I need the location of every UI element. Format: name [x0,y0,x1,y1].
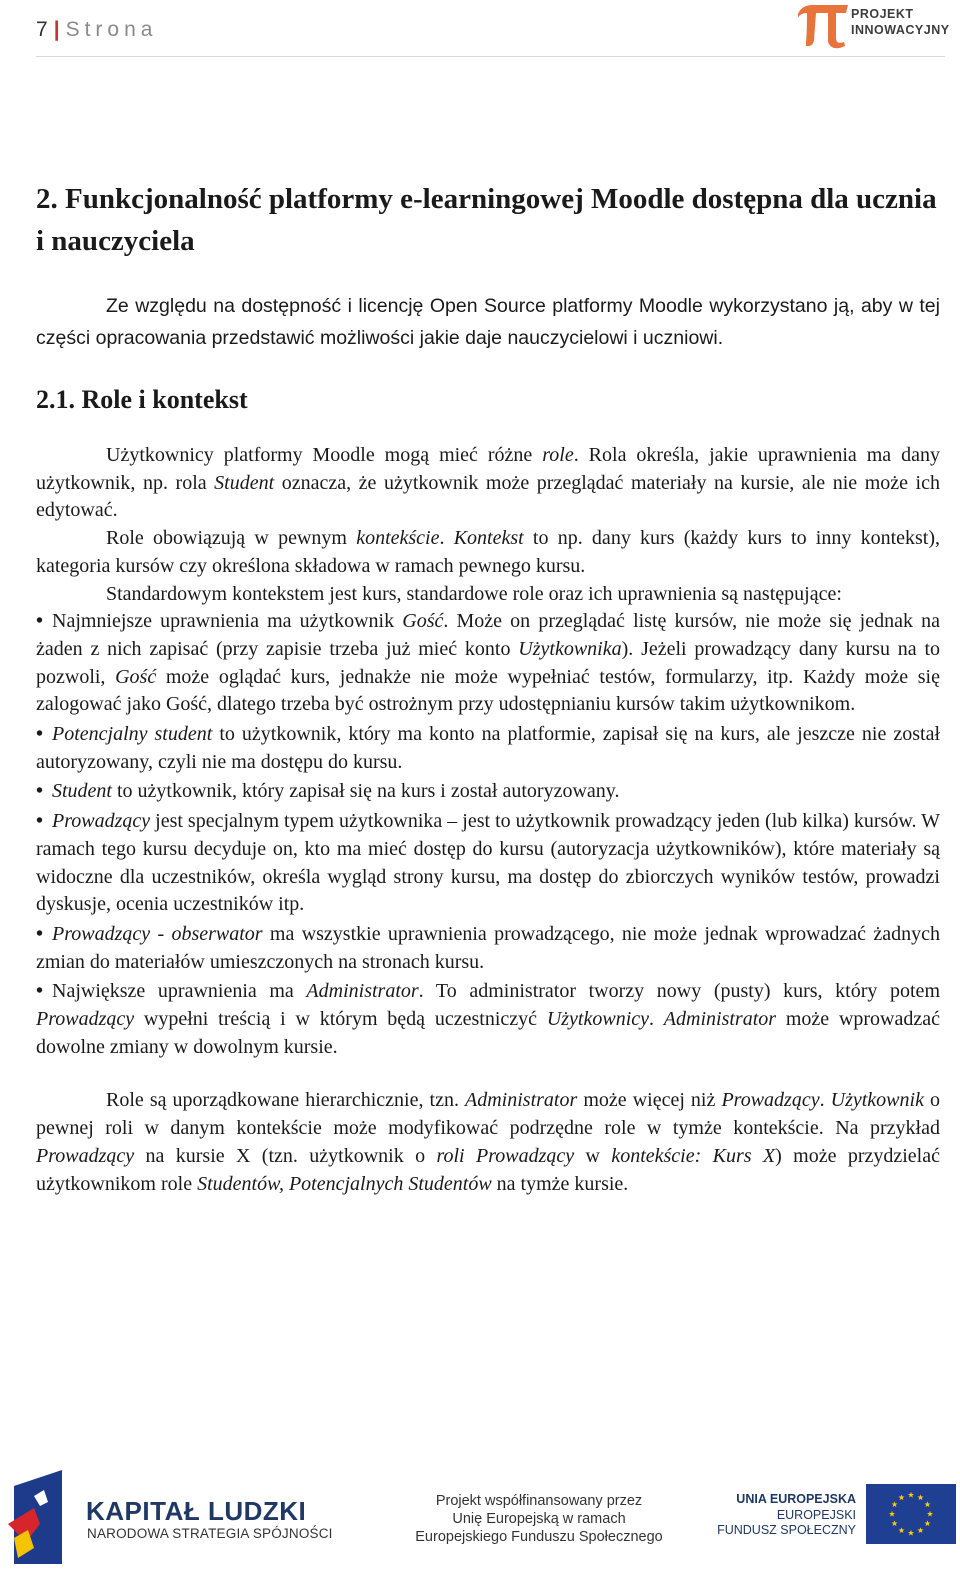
eu-label-line: UNIA EUROPEJSKA [736,1492,856,1506]
page-footer [0,1462,960,1569]
list-item-administrator: • Największe uprawnienia ma Administrator. To administrator tworzy nowy (pusty) kurs, który potem Prowadzący wypełni treścią i w którym będą uczestniczyć Użytkownicy. Administrator może wprowadzać dowolne zmiany w dowolnym kursie. [36,980,941,1058]
page-word: Strona [65,18,158,41]
bullet-icon: • [36,810,44,833]
paragraph-hierarchy: Role są uporządkowane hierarchicznie, tzn. Administrator może więcej niż Prowadzący. Użytkownik o pewnej roli w danym kontekście może modyfikować podrzędne role w tymże kontekście. Na przykład Prowadzący na kursie X (tzn. użytkownik o roli Prowadzący w kontekście: Kurs X) może przydzielać użytkownikom role Studentów, Potencjalnych Studentów na tymże kursie. [36,1089,941,1195]
list-item-student: • Student to użytkownik, który zapisał się na kurs i został autoryzowany. [36,778,940,806]
bullet-icon: • [36,922,44,945]
paragraph-gap [36,1063,940,1087]
cofunding-note [394,1492,684,1546]
page-number: 7 [36,18,48,41]
cofunding-line: Europejskiego Funduszu Społecznego [415,1529,663,1545]
eu-label [716,1492,856,1539]
bullet-icon: • [36,780,44,803]
list-item-potential-student: • Potencjalny student to użytkownik, który ma konto na platformie, zapisał się na kurs, ale jeszcze nie został autoryzowany, czyli nie ma dostępu do kursu. [36,723,941,773]
kapital-ludzki-subtitle: NARODOWA STRATEGIA SPÓJNOŚCI [87,1526,333,1541]
document-body [36,178,940,1198]
eu-flag-icon [866,1484,956,1544]
bullet-icon: • [36,980,44,1003]
cofunding-line: Unię Europejską w ramach [452,1511,626,1527]
logo-line-1: PROJEKT [851,7,914,21]
chapter-title: 2. Funkcjonalność platformy e-learningowej Moodle dostępna dla ucznia i nauczyciela [36,183,937,257]
intro-paragraph: Ze względu na dostępność i licencję Open Source platformy Moodle wykorzystano ją, aby w tej części opracowania przedstawić możliwości jakie daje nauczycielowi i uczniowi. [36,295,940,349]
eu-label-line: EUROPEJSKI [776,1507,856,1522]
list-item-observer: • Prowadzący - obserwator ma wszystkie uprawnienia prowadzącego, nie może jednak wprowadzać żadnych zmian do materiałów umieszczonych na stronach kursu. [36,922,940,973]
list-item-teacher: • Prowadzący jest specjalnym typem użytkownika – jest to użytkownik prowadzący jeden (lub kilka) kursów. W ramach tego kursu decyduje on, kto ma mieć dostęp do kursu (autoryzacja użytkowników), które materiały są widoczne dla uczestników, określa wygląd strony kursu, ma dostęp do zbiorczych wyników testów, prowadzi dyskusje, ocenia uczestników itp. [36,810,940,916]
pi-icon [792,0,852,50]
bullet-icon: • [36,610,44,633]
paragraph-roles: Użytkownicy platformy Moodle mogą mieć różne role. Rola określa, jakie uprawnienia ma dany użytkownik, np. rola Student oznacza, że użytkownik może przeglądać materiały na kursie, ale nie może ich edytować. [36,444,940,522]
logo-line-2: INNOWACYJNY [851,23,950,37]
paragraph-standard: Standardowym kontekstem jest kurs, standardowe role oraz ich uprawnienia są następujące: [106,582,842,605]
eu-label-line: FUNDUSZ SPOŁECZNY [717,1523,856,1537]
list-item-guest: • Najmniejsze uprawnienia ma użytkownik Gość. Może on przeglądać listę kursów, nie może się jednak na żaden z nich zapisać (przy zapisie trzeba już mieć konto Użytkownika). Jeżeli prowadzący dany kursu na to pozwoli, Gość może oglądać kurs, jednakże nie może wypełniać testów, formularzy, itp. Każdy może się zalogować jako Gość, dlatego trzeba być ostrożnym przy udostępnianiu kursów takim użytkownikom. [36,610,941,716]
paragraph-context: Role obowiązują w pewnym kontekście. Kontekst to np. dany kurs (każdy kurs to inny kontekst), kategoria kursów czy określona składowa w ramach pewnego kursu. [36,527,941,577]
page-number-label [36,18,157,42]
page-separator: | [53,18,60,41]
project-logo-text [851,6,950,38]
section-title: 2.1. Role i kontekst [36,385,248,414]
page-header [36,0,950,57]
cofunding-line: Projekt współfinansowany przez [435,1493,643,1509]
kapital-ludzki-title: KAPITAŁ LUDZKI [86,1496,307,1526]
bullet-icon: • [36,723,44,746]
kapital-ludzki-logo-icon [4,1466,66,1564]
